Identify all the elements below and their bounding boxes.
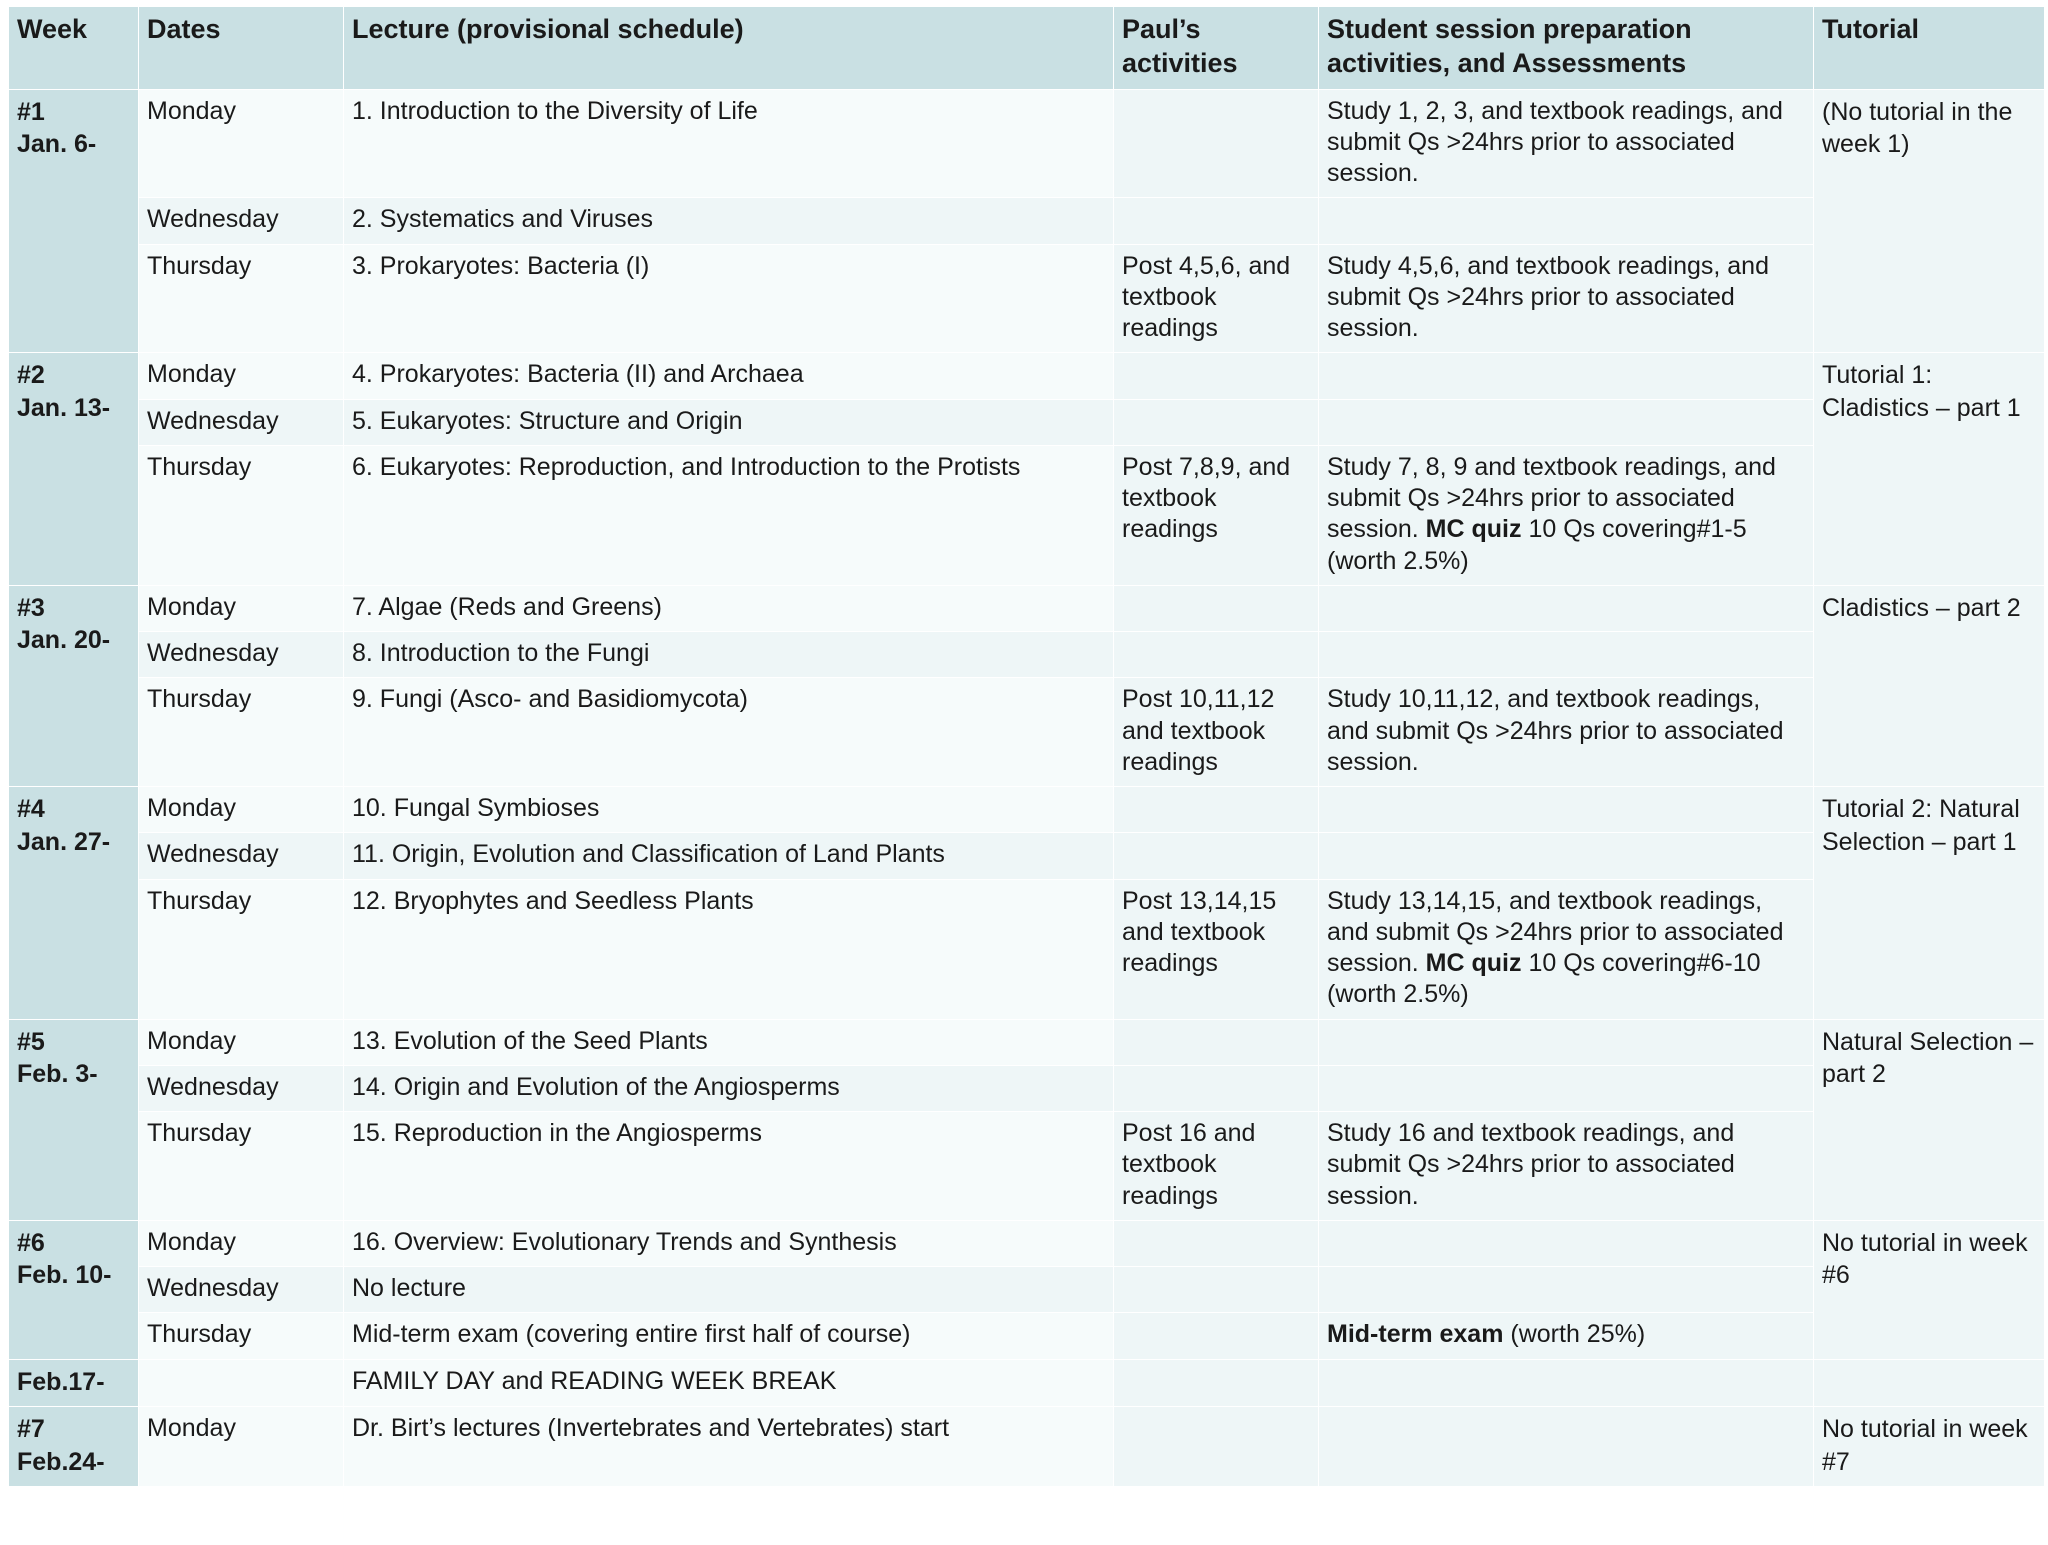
date-cell: Wednesday bbox=[139, 1065, 344, 1111]
student-prep-cell bbox=[1319, 1359, 1814, 1407]
lecture-cell: 4. Prokaryotes: Bacteria (II) and Archaea bbox=[344, 353, 1114, 399]
table-row bbox=[9, 353, 2045, 399]
course-schedule-table bbox=[8, 6, 2045, 1528]
tutorial-cell: Tutorial 1: Cladistics – part 1 bbox=[1814, 353, 2045, 586]
table-body bbox=[9, 89, 2045, 1528]
table-row bbox=[9, 833, 2045, 879]
tutorial-cell: Cladistics – part 2 bbox=[1814, 585, 2045, 786]
table-header bbox=[9, 7, 2045, 90]
student-prep-cell bbox=[1319, 1065, 1814, 1111]
student-prep-cell bbox=[1319, 632, 1814, 678]
week-cell: #2 Jan. 13- bbox=[9, 353, 139, 586]
paul-activities-cell bbox=[1114, 1407, 1319, 1487]
table-row bbox=[9, 678, 2045, 787]
column-header-dates: Dates bbox=[139, 7, 344, 90]
lecture-cell: 10. Fungal Symbioses bbox=[344, 787, 1114, 833]
tutorial-cell: No tutorial in week #6 bbox=[1814, 1220, 2045, 1359]
week-cell: #5 Feb. 3- bbox=[9, 1019, 139, 1220]
student-prep-cell: Study 7, 8, 9 and textbook readings, and submit Qs >24hrs prior to associated session. MC quiz 10 Qs covering#1-5 (worth 2.5%) bbox=[1319, 445, 1814, 585]
date-cell: Thursday bbox=[139, 445, 344, 585]
lecture-cell: 6. Eukaryotes: Reproduction, and Introduction to the Protists bbox=[344, 445, 1114, 585]
date-cell: Thursday bbox=[139, 678, 344, 787]
paul-activities-cell: Post 7,8,9, and textbook readings bbox=[1114, 445, 1319, 585]
student-prep-cell bbox=[1319, 1267, 1814, 1313]
paul-activities-cell bbox=[1114, 585, 1319, 631]
lecture-cell: No lecture bbox=[344, 1267, 1114, 1313]
table-row bbox=[9, 1019, 2045, 1065]
date-cell: Monday bbox=[139, 787, 344, 833]
table-row bbox=[9, 89, 2045, 198]
table-row bbox=[9, 879, 2045, 1019]
tutorial-cell: Natural Selection – part 2 bbox=[1814, 1019, 2045, 1220]
table-row bbox=[9, 244, 2045, 353]
lecture-cell: 9. Fungi (Asco- and Basidiomycota) bbox=[344, 678, 1114, 787]
table-row bbox=[9, 1407, 2045, 1487]
student-prep-cell: Study 4,5,6, and textbook readings, and submit Qs >24hrs prior to associated session. bbox=[1319, 244, 1814, 353]
lecture-cell: FAMILY DAY and READING WEEK BREAK bbox=[344, 1359, 1114, 1407]
tutorial-cell: No tutorial in week #7 bbox=[1814, 1407, 2045, 1487]
lecture-cell: 5. Eukaryotes: Structure and Origin bbox=[344, 399, 1114, 445]
table-row bbox=[9, 585, 2045, 631]
date-cell: Wednesday bbox=[139, 1267, 344, 1313]
paul-activities-cell: Post 10,11,12 and textbook readings bbox=[1114, 678, 1319, 787]
tutorial-cell: Tutorial 2: Natural Selection – part 1 bbox=[1814, 787, 2045, 1020]
lecture-cell: 3. Prokaryotes: Bacteria (I) bbox=[344, 244, 1114, 353]
paul-activities-cell bbox=[1114, 1065, 1319, 1111]
column-header-student-prep: Student session preparation activities, and Assessments bbox=[1319, 7, 1814, 90]
student-prep-cell bbox=[1319, 585, 1814, 631]
table-row bbox=[9, 198, 2045, 244]
week-cell: #7 Feb.24- bbox=[9, 1407, 139, 1487]
date-cell: Monday bbox=[139, 1220, 344, 1266]
column-header-paul-activities: Paul’s activities bbox=[1114, 7, 1319, 90]
week-cell: #1 Jan. 6- bbox=[9, 89, 139, 353]
table-row bbox=[9, 1267, 2045, 1313]
paul-activities-cell bbox=[1114, 89, 1319, 198]
date-cell: Thursday bbox=[139, 879, 344, 1019]
paul-activities-cell bbox=[1114, 833, 1319, 879]
table-bottom-spacer bbox=[9, 1487, 2045, 1528]
paul-activities-cell bbox=[1114, 1267, 1319, 1313]
date-cell: Monday bbox=[139, 89, 344, 198]
table-row bbox=[9, 1220, 2045, 1266]
student-prep-cell bbox=[1319, 353, 1814, 399]
lecture-cell: 13. Evolution of the Seed Plants bbox=[344, 1019, 1114, 1065]
paul-activities-cell bbox=[1114, 1313, 1319, 1359]
date-cell: Thursday bbox=[139, 244, 344, 353]
date-cell bbox=[139, 1359, 344, 1407]
lecture-cell: 11. Origin, Evolution and Classification of Land Plants bbox=[344, 833, 1114, 879]
date-cell: Wednesday bbox=[139, 198, 344, 244]
paul-activities-cell: Post 4,5,6, and textbook readings bbox=[1114, 244, 1319, 353]
student-prep-cell bbox=[1319, 833, 1814, 879]
paul-activities-cell bbox=[1114, 1019, 1319, 1065]
assessment-label: MC quiz bbox=[1425, 949, 1522, 977]
lecture-cell: 8. Introduction to the Fungi bbox=[344, 632, 1114, 678]
tutorial-cell: (No tutorial in the week 1) bbox=[1814, 89, 2045, 353]
paul-activities-cell: Post 16 and textbook readings bbox=[1114, 1112, 1319, 1221]
table-row bbox=[9, 1112, 2045, 1221]
lecture-cell: 7. Algae (Reds and Greens) bbox=[344, 585, 1114, 631]
lecture-cell: 14. Origin and Evolution of the Angiosperms bbox=[344, 1065, 1114, 1111]
date-cell: Wednesday bbox=[139, 399, 344, 445]
student-prep-cell: Study 16 and textbook readings, and submit Qs >24hrs prior to associated session. bbox=[1319, 1112, 1814, 1221]
column-header-lecture: Lecture (provisional schedule) bbox=[344, 7, 1114, 90]
week-cell: #4 Jan. 27- bbox=[9, 787, 139, 1020]
lecture-cell: 12. Bryophytes and Seedless Plants bbox=[344, 879, 1114, 1019]
column-header-week: Week bbox=[9, 7, 139, 90]
paul-activities-cell bbox=[1114, 632, 1319, 678]
header-row bbox=[9, 7, 2045, 90]
table-row bbox=[9, 399, 2045, 445]
student-prep-cell bbox=[1319, 1407, 1814, 1487]
spacer-cell bbox=[9, 1487, 2045, 1528]
table-row bbox=[9, 787, 2045, 833]
paul-activities-cell bbox=[1114, 353, 1319, 399]
student-prep-cell bbox=[1319, 1019, 1814, 1065]
lecture-cell: 16. Overview: Evolutionary Trends and Synthesis bbox=[344, 1220, 1114, 1266]
student-prep-cell bbox=[1319, 1220, 1814, 1266]
tutorial-cell bbox=[1814, 1359, 2045, 1407]
student-prep-cell bbox=[1319, 198, 1814, 244]
lecture-cell: Mid-term exam (covering entire first half of course) bbox=[344, 1313, 1114, 1359]
date-cell: Thursday bbox=[139, 1313, 344, 1359]
assessment-label: Mid-term exam bbox=[1327, 1320, 1504, 1349]
date-cell: Monday bbox=[139, 353, 344, 399]
week-cell: Feb.17- bbox=[9, 1359, 139, 1407]
paul-activities-cell bbox=[1114, 399, 1319, 445]
assessment-label: MC quiz bbox=[1425, 515, 1522, 544]
paul-activities-cell: Post 13,14,15 and textbook readings bbox=[1114, 879, 1319, 1019]
lecture-cell: Dr. Birt’s lectures (Invertebrates and Vertebrates) start bbox=[344, 1407, 1114, 1487]
student-prep-cell: Study 1, 2, 3, and textbook readings, and submit Qs >24hrs prior to associated session. bbox=[1319, 89, 1814, 198]
date-cell: Thursday bbox=[139, 1112, 344, 1221]
student-prep-cell: Study 13,14,15, and textbook readings, and submit Qs >24hrs prior to associated session. MC quiz 10 Qs covering#6-10 (worth 2.5%) bbox=[1319, 879, 1814, 1019]
paul-activities-cell bbox=[1114, 198, 1319, 244]
student-prep-cell bbox=[1319, 399, 1814, 445]
week-cell: #6 Feb. 10- bbox=[9, 1220, 139, 1359]
paul-activities-cell bbox=[1114, 787, 1319, 833]
course-schedule-container bbox=[0, 6, 2048, 1528]
date-cell: Wednesday bbox=[139, 833, 344, 879]
student-prep-cell: Mid-term exam (worth 25%) bbox=[1319, 1313, 1814, 1359]
date-cell: Wednesday bbox=[139, 632, 344, 678]
week-cell: #3 Jan. 20- bbox=[9, 585, 139, 786]
student-prep-cell: Study 10,11,12, and textbook readings, and submit Qs >24hrs prior to associated session. bbox=[1319, 678, 1814, 787]
paul-activities-cell bbox=[1114, 1359, 1319, 1407]
table-row bbox=[9, 1359, 2045, 1407]
column-header-tutorial: Tutorial bbox=[1814, 7, 2045, 90]
lecture-cell: 1. Introduction to the Diversity of Life bbox=[344, 89, 1114, 198]
table-row bbox=[9, 632, 2045, 678]
date-cell: Monday bbox=[139, 585, 344, 631]
lecture-cell: 2. Systematics and Viruses bbox=[344, 198, 1114, 244]
table-row bbox=[9, 445, 2045, 585]
date-cell: Monday bbox=[139, 1019, 344, 1065]
student-prep-cell bbox=[1319, 787, 1814, 833]
lecture-cell: 15. Reproduction in the Angiosperms bbox=[344, 1112, 1114, 1221]
table-row bbox=[9, 1065, 2045, 1111]
paul-activities-cell bbox=[1114, 1220, 1319, 1266]
date-cell: Monday bbox=[139, 1407, 344, 1487]
table-row bbox=[9, 1313, 2045, 1359]
